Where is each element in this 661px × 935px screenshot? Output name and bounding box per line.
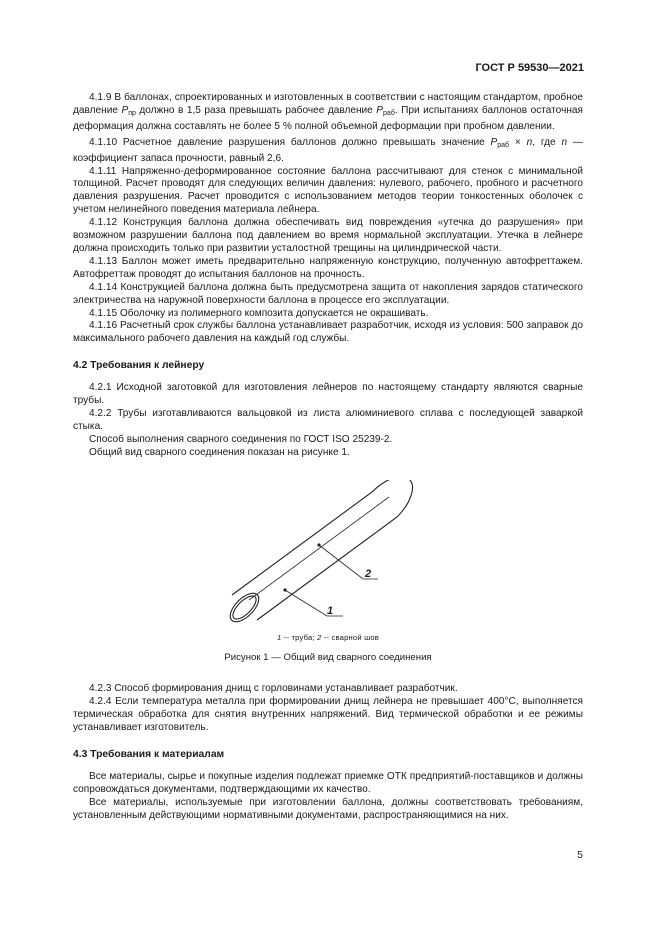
- document-header: ГОСТ Р 59530—2021: [475, 62, 584, 74]
- paragraph-4-2-3: 4.2.3 Способ формирования днищ с горловинами устанавливает разработчик.: [89, 683, 458, 695]
- paragraph-4-3-2: Все материалы, используемые при изготовлении баллона, должны соответствовать требованиям, установленным действующими нормативными документами, распространяющимися на них.: [73, 796, 583, 821]
- paragraph-4-1-9: 4.1.9 В баллонах, спроектированных и изготовленных в соответствии с настоящим стандартом, пробное давление $P_{пр}$ должно в 1,5 раза превышать рабочее давление $P_{раб}$. При испытаниях баллонов остаточная деформация должна составлять не более 5 % полной объемной деформации при пробном давлении.: [73, 92, 583, 132]
- pipe-drawing: [73, 480, 583, 630]
- figure-caption: Рисунок 1 — Общий вид сварного соединения: [224, 652, 432, 664]
- section-heading-4-3: 4.3 Требования к материалам: [73, 749, 225, 760]
- section-heading-4-2: 4.2 Требования к лейнеру: [73, 360, 205, 372]
- leader-dot-2: [317, 543, 320, 546]
- leader-line-1: [285, 590, 343, 616]
- page-content: [73, 92, 583, 823]
- leader-dot-1: [283, 588, 286, 591]
- paragraph-4-1-11: 4.1.11 Напряженно-деформированное состояние баллона рассчитывают для стенок с минимальной толщиной. Расчет проводят для следующих величин давления: нулевого, рабочего, пробного и расчетного давления разрушения. Расчет проводится с использованием методов теории тонкостенных оболочек с учетом нелинейного поведения материала лейнера.: [73, 165, 583, 216]
- paragraph-4-1-13: 4.1.13 Баллон может иметь предварительно напряженную конструкцию, полученную автофреттажем. Автофреттаж проводят до испытания баллонов на прочность.: [73, 255, 583, 280]
- paragraph-4-2-2: 4.2.2 Трубы изготавливаются вальцовкой из листа алюминиевого сплава с последующей заваркой стыка.: [73, 407, 583, 432]
- paragraph-figure-reference: Общий вид сварного соединения показан на рисунке 1.: [89, 446, 350, 458]
- paragraph-4-1-15: 4.1.15 Оболочку из полимерного композита допускается не окрашивать.: [89, 307, 429, 319]
- figure-1: [73, 480, 583, 630]
- page-number: 5: [577, 849, 583, 861]
- figure-label-2: 2: [365, 567, 372, 580]
- figure-legend: 1 -- труба; 2 -- сварной шов: [276, 632, 380, 642]
- paragraph-4-1-16: 4.1.16 Расчетный срок службы баллона устанавливает разработчик, исходя из условия: 500 заправок до максимального рабочего давления на каждый год службы.: [73, 320, 583, 345]
- figure-label-1: 1: [327, 604, 334, 617]
- paragraph-4-1-14: 4.1.14 Конструкцией баллона должна быть предусмотрена защита от накопления зарядов статического электричества на наружной поверхности баллона в процессе его эксплуатации.: [73, 281, 583, 306]
- pipe-end-outer: [225, 588, 263, 626]
- weld-seam-line: [249, 497, 389, 600]
- paragraph-4-3-1: Все материалы, сырье и покупные изделия подлежат приемке ОТК предприятий-поставщиков и должны сопровождаться документами, подтверждающими их качество.: [73, 770, 583, 795]
- paragraph-weld-method: Способ выполнения сварного соединения по ГОСТ ISO 25239-2.: [89, 433, 393, 445]
- paragraph-4-1-10: 4.1.10 Расчетное давление разрушения баллонов должно превышать значение $P_{раб} \times n$, где n — коэффициент запаса прочности, равный 2,6.: [73, 136, 583, 164]
- paragraph-4-1-12: 4.1.12 Конструкция баллона должна обеспечивать вид повреждения «утечка до разрушения» при возможном разрушении баллона под давлением во время нормальной эксплуатации. Утечка в лейнере должна происходить только при развитии усталостной трещины на цилиндрической части.: [73, 217, 583, 254]
- paragraph-4-2-1: 4.2.1 Исходной заготовкой для изготовления лейнеров по настоящему стандарту являются сварные трубы.: [73, 382, 583, 407]
- pipe-end-inner: [229, 592, 259, 622]
- paragraph-4-2-4: 4.2.4 Если температура металла при формировании днищ лейнера не превышает 400°С, выполняется термическая обработка для снятия внутренних напряжений. Вид термической обработки и ее режимы устанавливает изготовитель.: [73, 696, 583, 734]
